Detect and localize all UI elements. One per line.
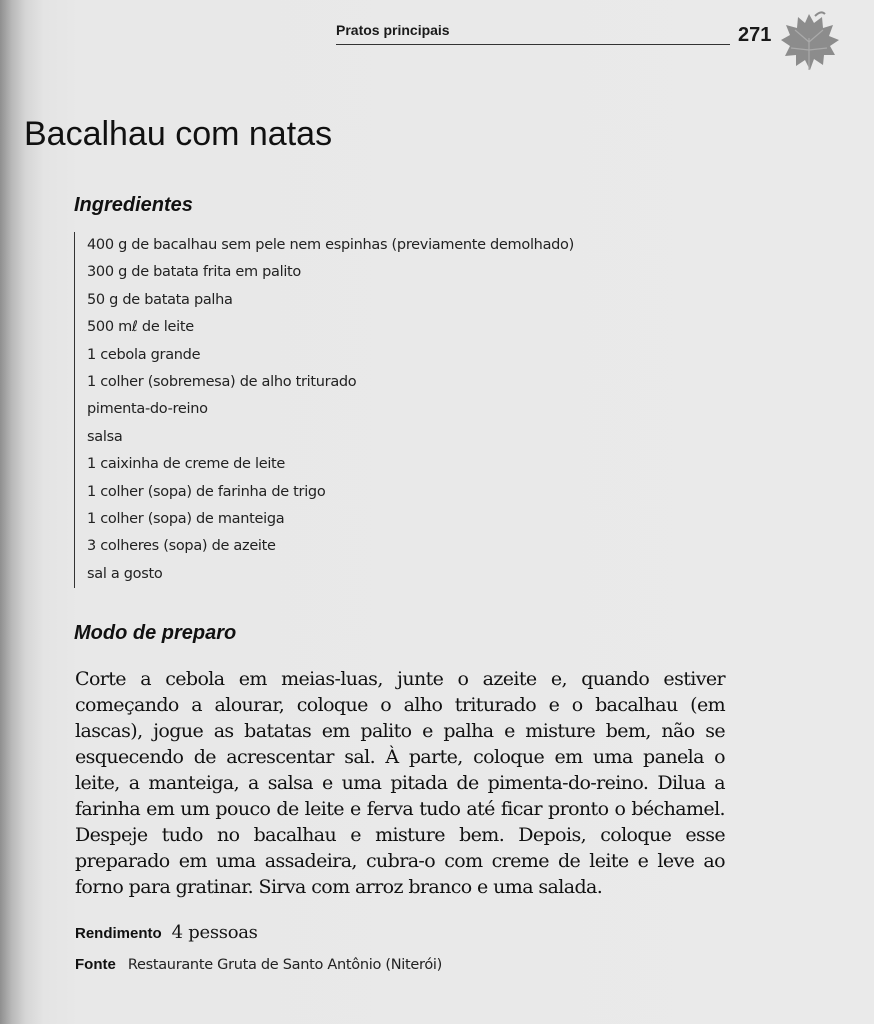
source-line bbox=[75, 956, 442, 974]
ingredient-item: 500 mℓ de leite bbox=[87, 319, 194, 336]
ingredient-item: salsa bbox=[87, 428, 123, 445]
method-text: Corte a cebola em meias-luas, junte o azeite e, quando estiver começando a alourar, coloque o alho triturado e o bacalhau (em lascas), jogue as batatas em palito e palha e misture bem, não se esquecendo de acrescentar sal. À parte, coloque em uma panela o leite, a manteiga, a salsa e uma pitada de pimenta-do-reino. Dilua a farinha em um pouco de leite e ferva tudo até ficar pronto o béchamel. Despeje tudo no bacalhau e misture bem. Depois, coloque esse preparado em uma assadeira, cubra-o com creme de leite e leve ao forno para gratinar. Sirva com arroz branco e uma salada. bbox=[75, 668, 725, 898]
recipe-title: Bacalhau com natas bbox=[24, 115, 333, 153]
ingredient-item: pimenta-do-reino bbox=[87, 401, 208, 418]
ingredient-item: 400 g de bacalhau sem pele nem espinhas (previamente demolhado) bbox=[87, 237, 574, 253]
ingredient-item: 3 colheres (sopa) de azeite bbox=[87, 538, 276, 555]
method-heading: Modo de preparo bbox=[74, 622, 237, 644]
running-header bbox=[336, 18, 730, 45]
grape-leaf-icon bbox=[775, 8, 843, 76]
ingredient-item: 1 colher (sobremesa) de alho triturado bbox=[87, 374, 357, 391]
ingredients-list bbox=[74, 232, 647, 588]
section-title: Pratos principais bbox=[336, 22, 450, 38]
ingredient-item: 1 cebola grande bbox=[87, 346, 201, 363]
ingredient-item: 50 g de batata palha bbox=[87, 291, 233, 308]
ingredient-item: 1 caixinha de creme de leite bbox=[87, 456, 286, 473]
ingredient-item: 300 g de batata frita em palito bbox=[87, 264, 302, 281]
ingredients-heading: Ingredientes bbox=[74, 194, 193, 216]
source-value: Restaurante Gruta de Santo Antônio (Niterói) bbox=[127, 957, 442, 973]
yield-label: Rendimento bbox=[75, 925, 162, 942]
yield-value: 4 pessoas bbox=[171, 922, 258, 943]
ingredient-item: 1 colher (sopa) de manteiga bbox=[87, 511, 285, 528]
yield-line bbox=[75, 922, 258, 943]
ingredient-item: 1 colher (sopa) de farinha de trigo bbox=[87, 483, 326, 500]
source-label: Fonte bbox=[75, 956, 116, 973]
ingredient-item: sal a gosto bbox=[87, 565, 163, 582]
page-number: 271 bbox=[738, 24, 772, 46]
